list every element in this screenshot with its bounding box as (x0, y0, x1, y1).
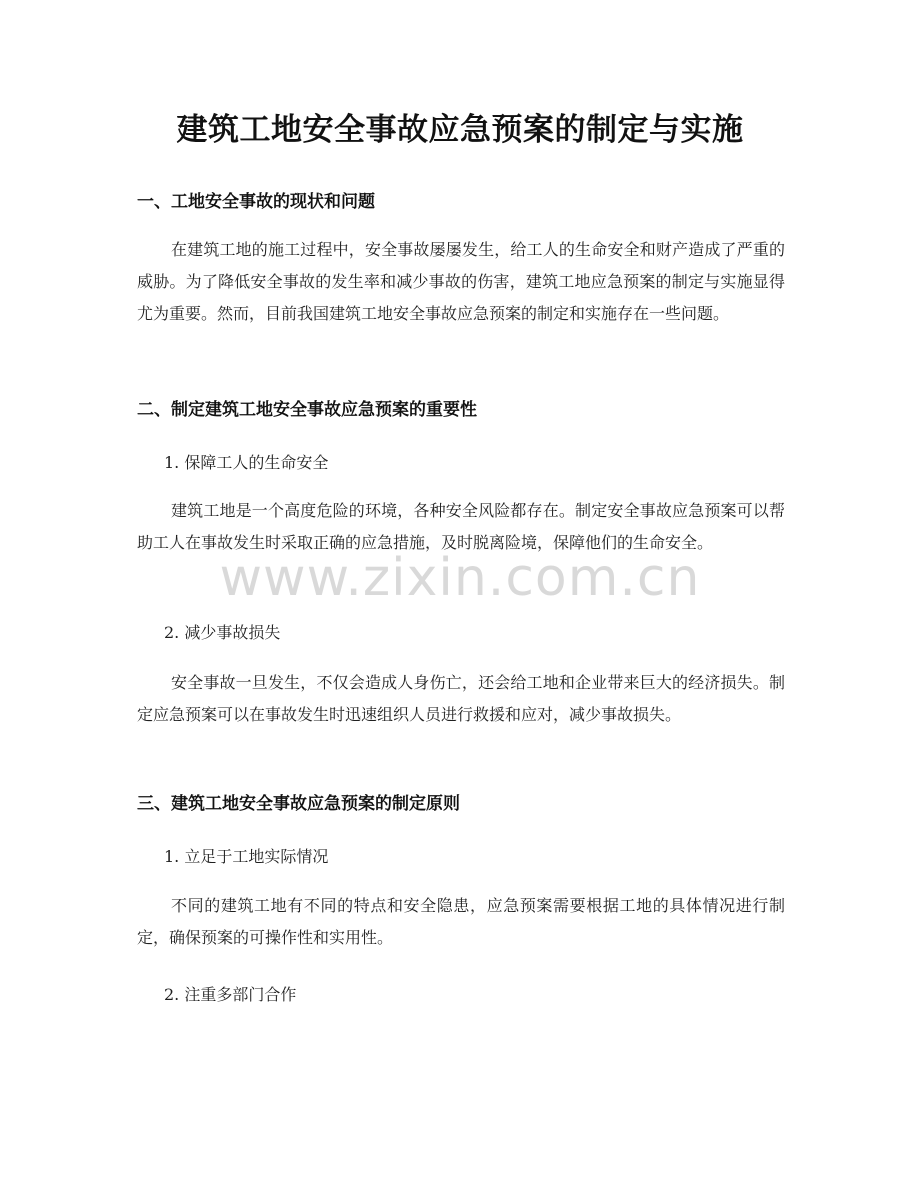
page-title: 建筑工地安全事故应急预案的制定与实施 (176, 112, 744, 148)
section-2-item-2-label: 2. 减少事故损失 (164, 623, 281, 642)
section-heading-2: 二、制定建筑工地安全事故应急预案的重要性 (137, 400, 477, 420)
section-heading-1: 一、工地安全事故的现状和问题 (137, 192, 375, 212)
section-heading-3: 三、建筑工地安全事故应急预案的制定原则 (137, 794, 460, 814)
section-2-item-1-paragraph: 建筑工地是一个高度危险的环境，各种安全风险都存在。制定安全事故应急预案可以帮助工人在事故发生时采取正确的应急措施，及时脱离险境，保障他们的生命安全。 (137, 501, 785, 552)
watermark-text: www.zixin.com.cn (219, 548, 701, 608)
section-2-item-2-paragraph: 安全事故一旦发生，不仅会造成人身伤亡，还会给工地和企业带来巨大的经济损失。制定应急预案可以在事故发生时迅速组织人员进行救援和应对，减少事故损失。 (137, 673, 785, 724)
section-3-item-2-label: 2. 注重多部门合作 (164, 985, 297, 1004)
section-2-item-1-label: 1. 保障工人的生命安全 (164, 453, 329, 472)
section-3-item-1-paragraph: 不同的建筑工地有不同的特点和安全隐患，应急预案需要根据工地的具体情况进行制定，确保预案的可操作性和实用性。 (137, 896, 785, 947)
section-3-item-1-label: 1. 立足于工地实际情况 (164, 847, 329, 866)
section-1-paragraph: 在建筑工地的施工过程中，安全事故屡屡发生，给工人的生命安全和财产造成了严重的威胁。为了降低安全事故的发生率和减少事故的伤害，建筑工地应急预案的制定与实施显得尤为重要。然而，目前我国建筑工地安全事故应急预案的制定和实施存在一些问题。 (137, 240, 785, 323)
